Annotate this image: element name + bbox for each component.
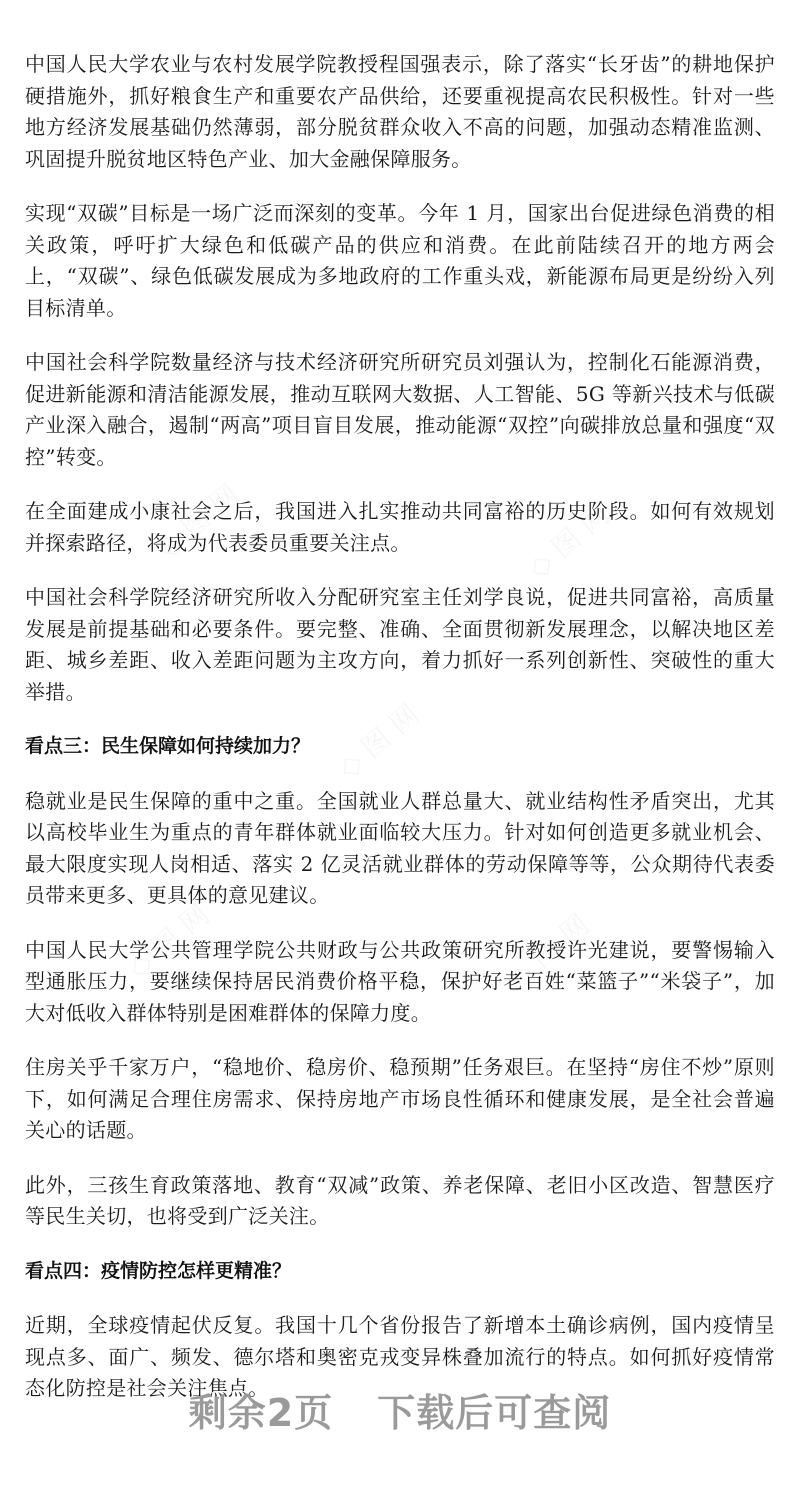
- section-heading: 看点三：民生保障如何持续加力？: [25, 735, 311, 757]
- paragraph: 稳就业是民生保障的重中之重。全国就业人群总量大、就业结构性矛盾突出，尤其以高校毕业生为重点的青年群体就业面临较大压力。针对如何创造更多就业机会、最大限度实现人岗相适、落实 2 亿灵活就业群体的劳动保障等等，公众期待代表委员带来更多、更具体的意见建议。: [25, 788, 775, 907]
- paragraph: 中国社会科学院数量经济与技术经济研究所研究员刘强认为，控制化石能源消费，促进新能源和清洁能源发展，推动互联网大数据、人工智能、5G 等新兴技术与低碳产业深入融合，遏制“两高”项目盲目发展，推动能源“双控”向碳排放总量和强度“双控”转变。: [25, 350, 775, 469]
- paragraph: 实现“双碳”目标是一场广泛而深刻的变革。今年 1 月，国家出台促进绿色消费的相关政策，呼吁扩大绿色和低碳产品的供应和消费。在此前陆续召开的地方两会上，“双碳”、绿色低碳发展成为多地政府的工作重头戏，新能源布局更是纷纷入列目标清单。: [25, 201, 775, 320]
- section-heading: 看点四：疫情防控怎样更精准？: [25, 1259, 292, 1282]
- paragraph: 中国人民大学公共管理学院公共财政与公共政策研究所教授许光建说，要警惕输入型通胀压力，要继续保持居民消费价格平稳，保护好老百姓“菜篮子”“米袋子”，加大对低收入群体特别是困难群体的保障力度。: [25, 937, 775, 1025]
- paragraph: 中国社会科学院经济研究所收入分配研究室主任刘学良说，促进共同富裕，高质量发展是前提基础和必要条件。要完整、准确、全面贯彻新发展理念，以解决地区差距、城乡差距、收入差距问题为主攻方向，着力抓好一系列创新性、突破性的重大举措。: [25, 585, 775, 704]
- document-body: [25, 49, 775, 1428]
- download-hint-label: 下载后可查阅: [377, 1391, 612, 1435]
- remaining-pages-label: 剩余2页: [188, 1391, 334, 1435]
- paragraph: 在全面建成小康社会之后，我国进入扎实推动共同富裕的历史阶段。如何有效规划并探索路径，将成为代表委员重要关注点。: [25, 499, 775, 555]
- paragraph: 住房关乎千家万户，“稳地价、稳房价、稳预期”任务艰巨。在坚持“房住不炒”原则下，如何满足合理住房需求、保持房地产市场良性循环和健康发展，是全社会普遍关心的话题。: [25, 1055, 775, 1142]
- paragraph: 近期，全球疫情起伏反复。我国十几个省份报告了新增本土确诊病例，国内疫情呈现点多、面广、频发、德尔塔和奥密克戎变异株叠加流行的特点。如何抓好疫情常态化防控是社会关注焦点。: [25, 1313, 775, 1400]
- paragraph: 中国人民大学农业与农村发展学院教授程国强表示，除了落实“长牙齿”的耕地保护硬措施外，抓好粮食生产和重要农产品供给，还要重视提高农民积极性。针对一些地方经济发展基础仍然薄弱，部分脱贫群众收入不高的问题，加强动态精准监测、巩固提升脱贫地区特色产业、加大金融保障服务。: [25, 52, 775, 171]
- remaining-pages-banner[interactable]: [0, 1382, 800, 1437]
- paragraph: 此外，三孩生育政策落地、教育“双减”政策、养老保障、老旧小区改造、智慧医疗等民生关切，也将受到广泛关注。: [25, 1172, 775, 1228]
